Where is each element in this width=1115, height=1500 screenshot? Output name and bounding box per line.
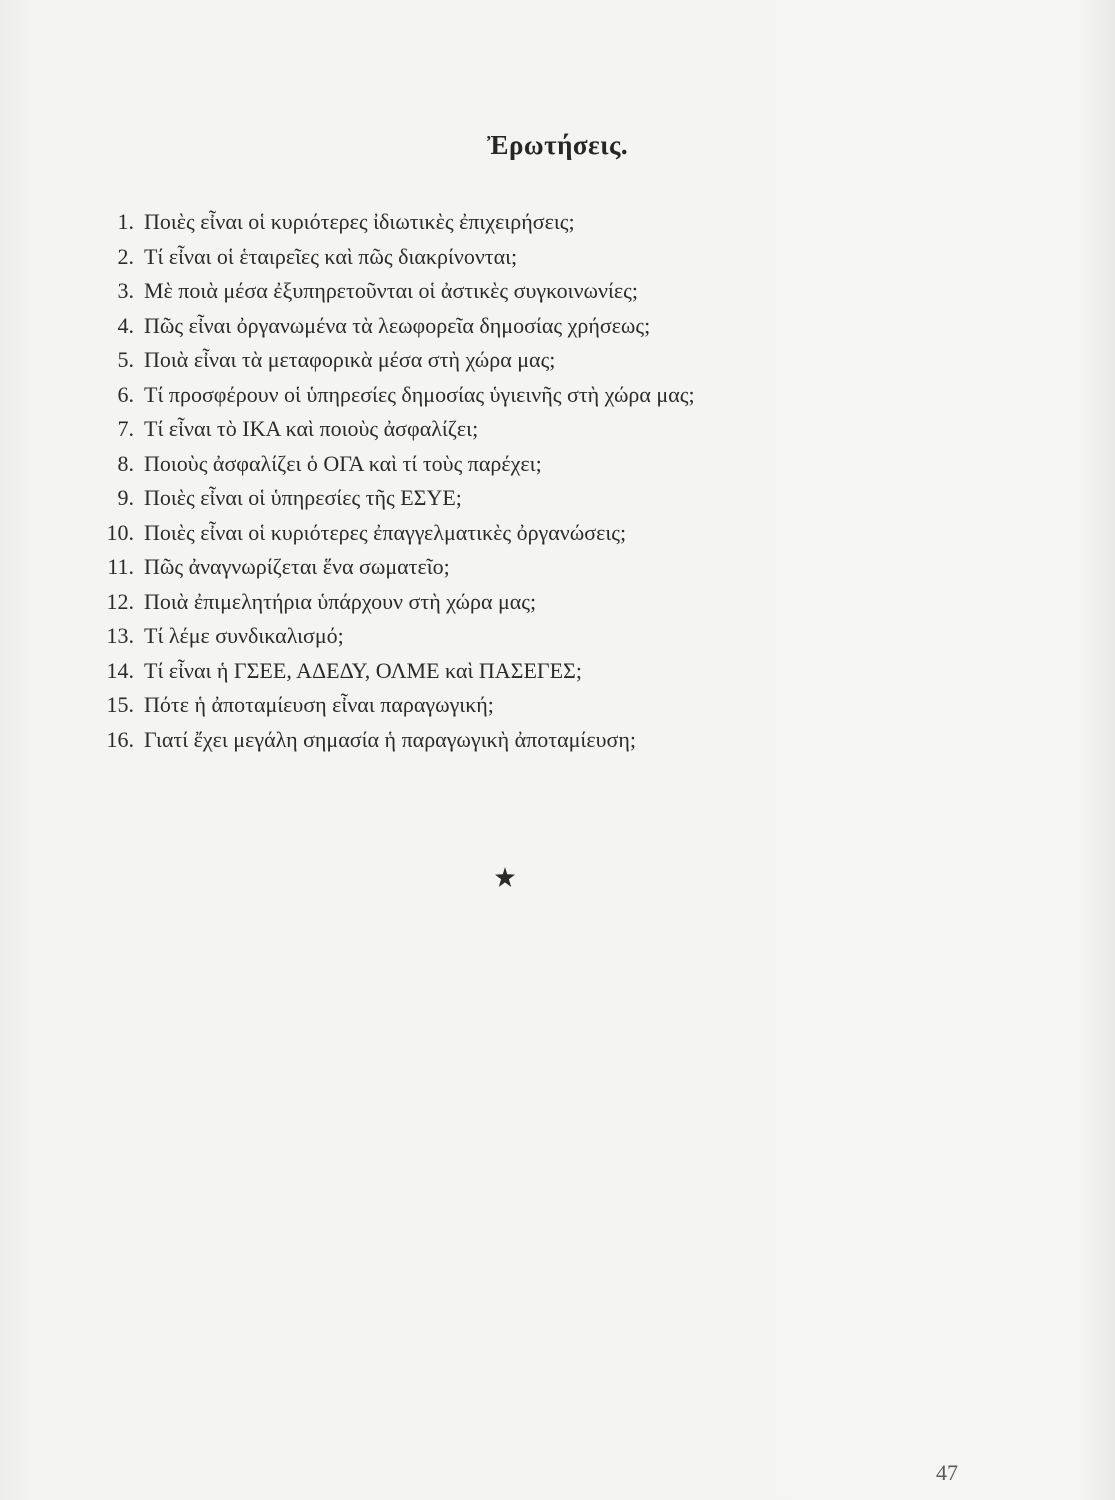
question-item <box>88 619 695 654</box>
question-number: 16. <box>106 726 134 752</box>
questions-list <box>88 205 695 757</box>
page-title: Ἐρωτήσεις. <box>486 130 629 160</box>
question-text: Ποιὲς εἶναι οἱ ὑπηρεσίες τῆς ΕΣΥΕ; <box>144 485 462 510</box>
question-text: Πότε ἡ ἀποταμίευση εἶναι παραγωγική; <box>144 692 494 717</box>
question-number: 6. <box>117 381 134 407</box>
page-number: 47 <box>936 1460 958 1485</box>
question-item <box>88 343 695 378</box>
question-text: Τί εἶναι τὸ ΙΚΑ καὶ ποιοὺς ἀσφαλίζει; <box>144 416 479 441</box>
question-number: 4. <box>117 312 134 338</box>
question-number: 15. <box>106 692 134 717</box>
question-text: Τί εἶναι οἱ ἑταιρεῖες καὶ πῶς διακρίνονται; <box>144 243 518 269</box>
question-number: 11. <box>107 554 134 579</box>
question-number: 12. <box>106 588 134 614</box>
question-text: Μὲ ποιὰ μέσα ἐξυπηρετοῦνται οἱ ἀστικὲς συγκοινωνίες; <box>144 278 638 303</box>
question-text: Ποιὰ εἶναι τὰ μεταφορικὰ μέσα στὴ χώρα μας; <box>144 347 556 372</box>
question-text: Τί εἶναι ἡ ΓΣΕΕ, ΑΔΕΔΥ, ΟΛΜΕ καὶ ΠΑΣΕΓΕΣ; <box>144 657 582 683</box>
question-number: 14. <box>106 657 134 683</box>
question-item <box>88 723 695 758</box>
question-text: Τί λέμε συνδικαλισμό; <box>144 623 344 648</box>
question-text: Πῶς εἶναι ὀργανωμένα τὰ λεωφορεῖα δημοσίας χρήσεως; <box>144 312 651 338</box>
question-text: Πῶς ἀναγνωρίζεται ἕνα σωματεῖο; <box>144 554 450 579</box>
question-text: Γιατί ἔχει μεγάλη σημασία ἡ παραγωγικὴ ἀποταμίευση; <box>144 726 636 752</box>
question-number: 5. <box>117 347 134 372</box>
question-text: Ποιὲς εἶναι οἱ κυριότερες ἐπαγγελματικὲς ὀργανώσεις; <box>144 519 627 545</box>
question-number: 9. <box>117 485 134 510</box>
question-item <box>88 585 695 620</box>
question-text: Ποιὲς εἶναι οἱ κυριότερες ἰδιωτικὲς ἐπιχειρήσεις; <box>144 209 575 234</box>
star-icon <box>494 866 516 888</box>
question-text: Ποιὰ ἐπιμελητήρια ὑπάρχουν στὴ χώρα μας; <box>144 588 537 614</box>
question-item <box>88 205 695 240</box>
question-item <box>88 309 695 344</box>
question-item <box>88 654 695 689</box>
question-number: 2. <box>117 243 134 269</box>
question-item <box>88 688 695 723</box>
question-number: 1. <box>117 209 134 234</box>
question-number: 8. <box>117 450 134 476</box>
question-item <box>88 447 695 482</box>
question-number: 10. <box>106 519 134 545</box>
question-number: 3. <box>117 278 134 303</box>
question-text: Τί προσφέρουν οἱ ὑπηρεσίες δημοσίας ὑγιεινῆς στὴ χώρα μας; <box>144 381 695 407</box>
question-item <box>88 550 695 585</box>
question-item <box>88 481 695 516</box>
question-item <box>88 240 695 275</box>
question-item <box>88 378 695 413</box>
question-number: 7. <box>117 416 134 441</box>
question-item <box>88 412 695 447</box>
question-number: 13. <box>106 623 134 648</box>
question-text: Ποιοὺς ἀσφαλίζει ὁ ΟΓΑ καὶ τί τοὺς παρέχει; <box>144 450 542 476</box>
question-item <box>88 274 695 309</box>
question-item <box>88 516 695 551</box>
